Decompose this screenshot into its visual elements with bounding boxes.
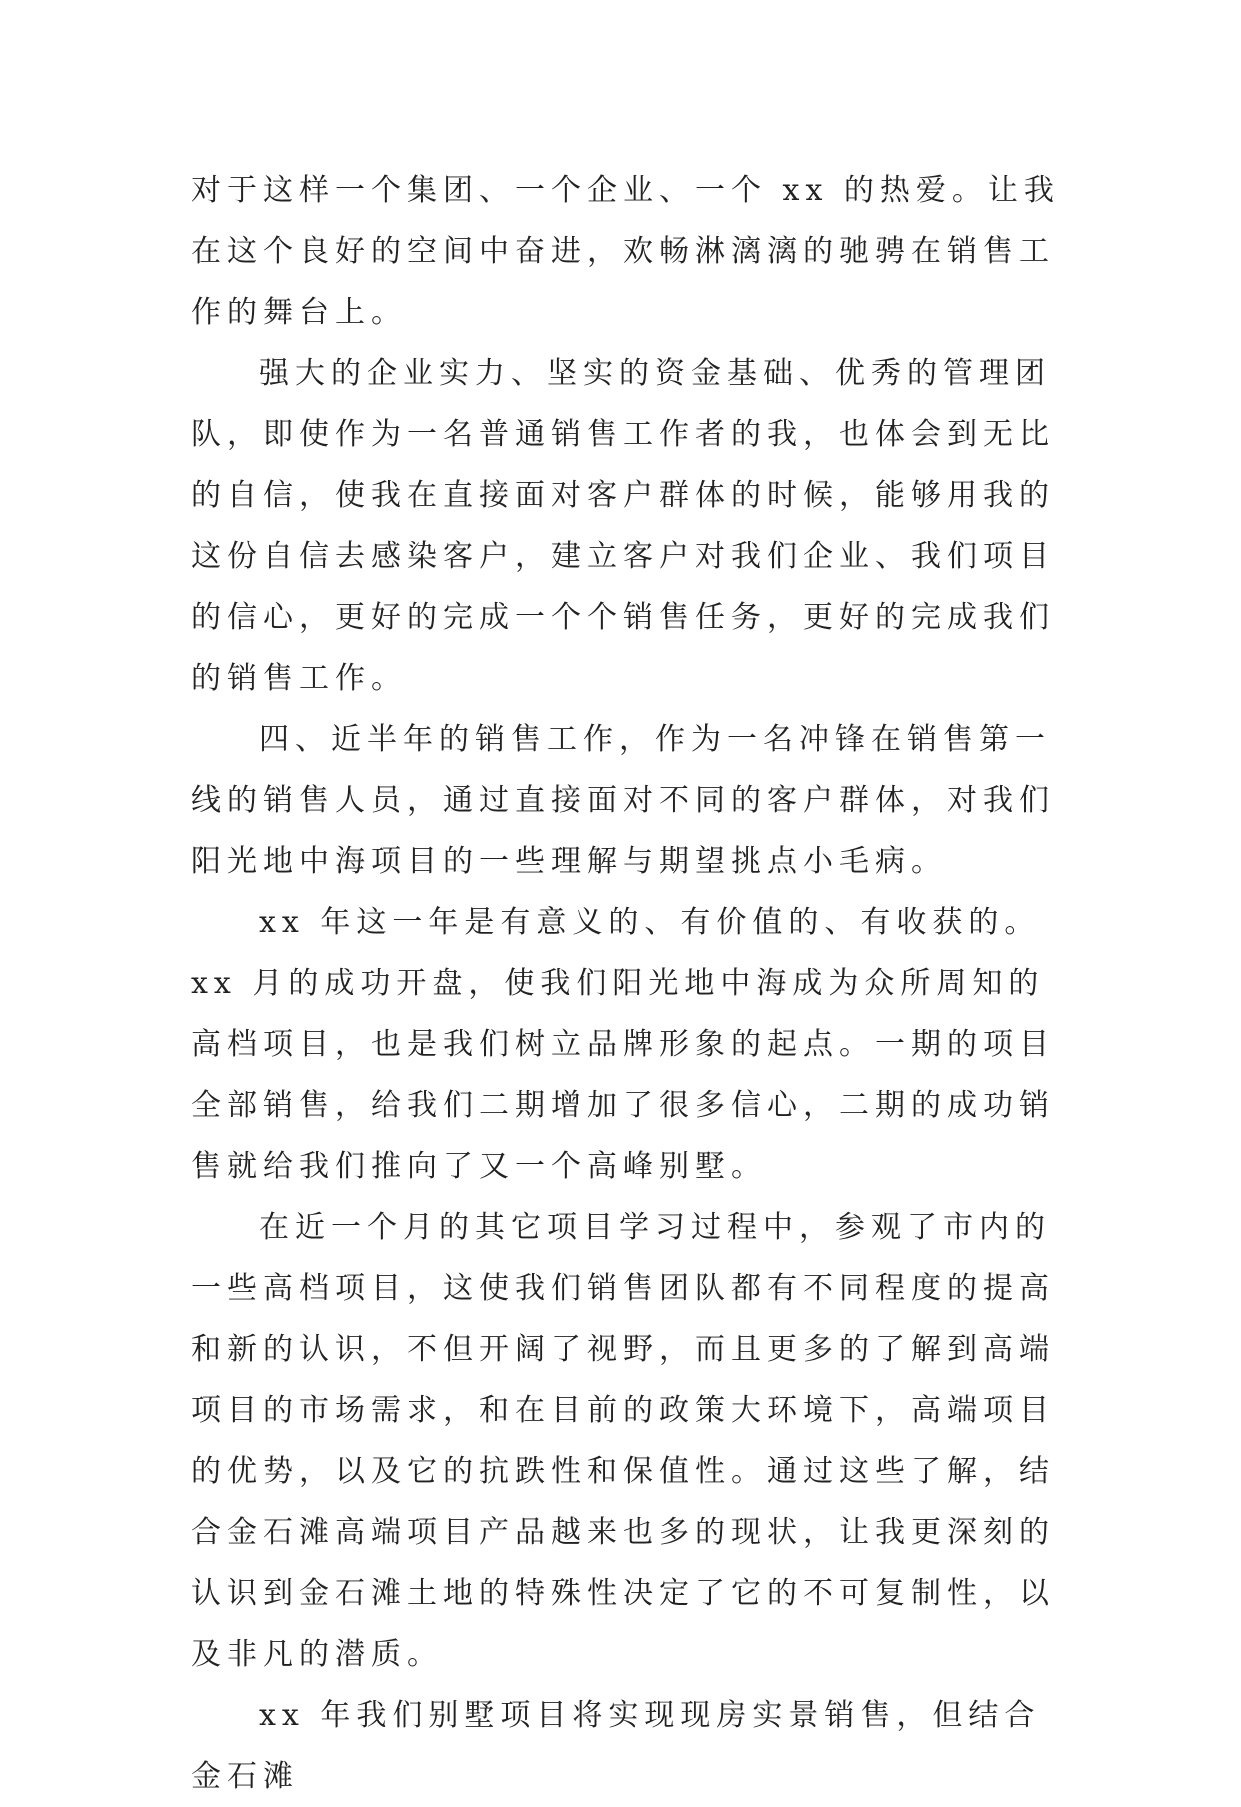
paragraph-1: 对于这样一个集团、一个企业、一个 xx 的热爱。让我在这个良好的空间中奋进，欢畅淋漓漓的驰骋在销售工作的舞台上。 (191, 173, 1060, 330)
paragraph-3: 四、近半年的销售工作，作为一名冲锋在销售第一线的销售人员，通过直接面对不同的客户群体，对我们阳光地中海项目的一些理解与期望挑点小毛病。 (191, 722, 1055, 879)
paragraph-5: 在近一个月的其它项目学习过程中，参观了市内的一些高档项目，这使我们销售团队都有不同程度的提高和新的认识，不但开阔了视野，而且更多的了解到高端项目的市场需求，和在目前的政策大环境下，高端项目的优势，以及它的抗跌性和保值性。通过这些了解，结合金石滩高端项目产品越来也多的现状，让我更深刻的认识到金石滩土地的特殊性决定了它的不可复制性，以及非凡的潜质。 (191, 1210, 1055, 1672)
document-body (191, 160, 1061, 1807)
paragraph-2: 强大的企业实力、坚实的资金基础、优秀的管理团队，即使作为一名普通销售工作者的我，也体会到无比的自信，使我在直接面对客户群体的时候，能够用我的这份自信去感染客户，建立客户对我们企业、我们项目的信心，更好的完成一个个销售任务，更好的完成我们的销售工作。 (191, 356, 1055, 696)
paragraph-6: xx 年我们别墅项目将实现现房实景销售，但结合金石滩 (191, 1698, 1041, 1794)
paragraph-4: xx 年这一年是有意义的、有价值的、有收获的。xx 月的成功开盘，使我们阳光地中海成为众所周知的高档项目，也是我们树立品牌形象的起点。一期的项目全部销售，给我们二期增加了很多信心，二期的成功销售就给我们推向了又一个高峰别墅。 (191, 905, 1055, 1184)
